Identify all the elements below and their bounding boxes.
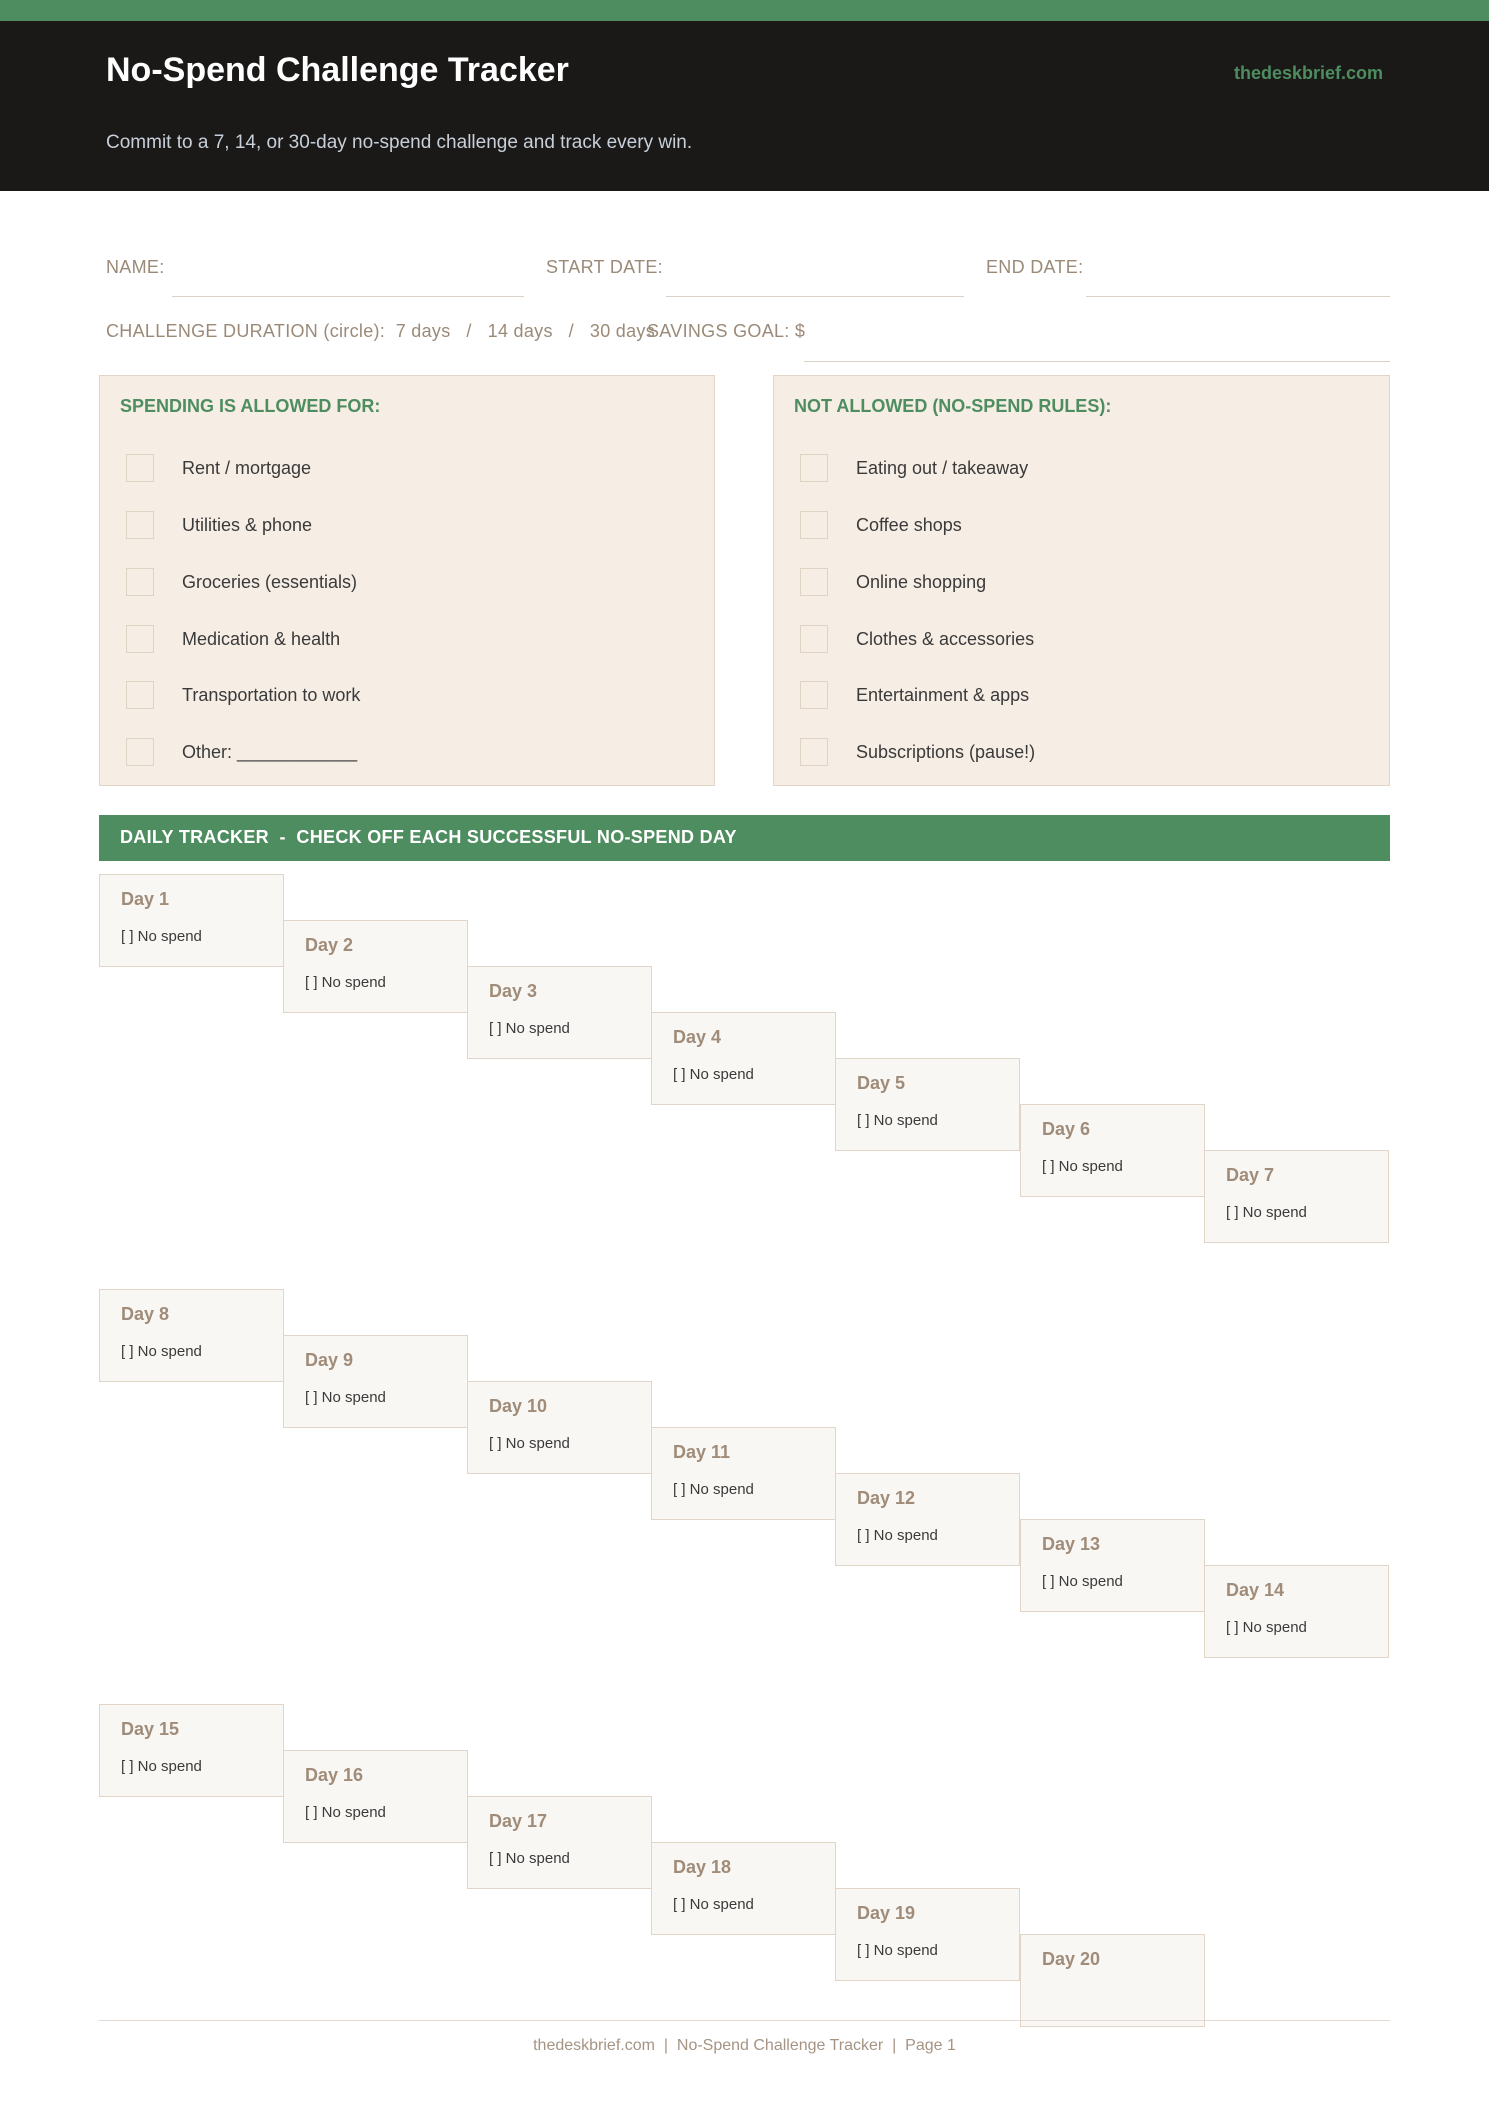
no-spend-checkbox[interactable]: [ ] No spend (1042, 1573, 1123, 1590)
allowed-item-label: Groceries (essentials) (182, 571, 358, 592)
not-allowed-item-label: Online shopping (856, 571, 987, 592)
allowed-item-label: Rent / mortgage (182, 457, 312, 478)
not-allowed-item (800, 510, 962, 540)
page-subtitle: Commit to a 7, 14, or 30-day no-spend challenge and track every win. (106, 132, 693, 153)
day-title: Day 10 (489, 1396, 548, 1416)
day-card[interactable] (835, 1058, 1020, 1151)
daily-tracker-banner (99, 815, 1390, 861)
no-spend-checkbox[interactable]: [ ] No spend (1226, 1204, 1307, 1221)
no-spend-checkbox[interactable]: [ ] No spend (305, 1389, 386, 1406)
not-allowed-item (800, 680, 1029, 710)
no-spend-checkbox[interactable]: [ ] No spend (857, 1112, 938, 1129)
day-card[interactable] (1020, 1934, 1205, 2027)
no-spend-checkbox[interactable]: [ ] No spend (305, 974, 386, 991)
footer-divider (99, 2020, 1390, 2021)
day-card[interactable] (283, 1750, 468, 1843)
checkbox[interactable] (800, 738, 828, 766)
day-title: Day 6 (1042, 1119, 1091, 1139)
no-spend-checkbox[interactable]: [ ] No spend (857, 1527, 938, 1544)
day-card[interactable] (651, 1427, 836, 1520)
day-card[interactable] (835, 1473, 1020, 1566)
checkbox[interactable] (126, 681, 154, 709)
day-title: Day 9 (305, 1350, 354, 1370)
day-title: Day 5 (857, 1073, 906, 1093)
name-field[interactable] (172, 296, 524, 297)
day-card[interactable] (1020, 1519, 1205, 1612)
checkbox[interactable] (800, 511, 828, 539)
no-spend-checkbox[interactable]: [ ] No spend (121, 928, 202, 945)
no-spend-checkbox[interactable]: [ ] No spend (673, 1066, 754, 1083)
day-card[interactable] (467, 1381, 652, 1474)
allowed-title: SPENDING IS ALLOWED FOR: (120, 396, 381, 416)
daily-tracker-title: DAILY TRACKER - CHECK OFF EACH SUCCESSFUL NO-SPEND DAY (120, 827, 737, 847)
day-title: Day 12 (857, 1488, 916, 1508)
day-title: Day 3 (489, 981, 538, 1001)
end-date-field[interactable] (1086, 296, 1390, 297)
not-allowed-item (800, 737, 1035, 767)
allowed-item (126, 624, 340, 654)
day-title: Day 1 (121, 889, 170, 909)
allowed-item (126, 453, 311, 483)
day-title: Day 15 (121, 1719, 180, 1739)
day-card[interactable] (651, 1012, 836, 1105)
day-card[interactable] (835, 1888, 1020, 1981)
day-title: Day 4 (673, 1027, 722, 1047)
allowed-item (126, 510, 312, 540)
day-card[interactable] (467, 1796, 652, 1889)
day-card[interactable] (99, 1289, 284, 1382)
checkbox[interactable] (800, 681, 828, 709)
not-allowed-item-label: Eating out / takeaway (856, 457, 1029, 478)
day-card[interactable] (99, 874, 284, 967)
not-allowed-item-label: Clothes & accessories (856, 628, 1035, 649)
not-allowed-item (800, 453, 1028, 483)
day-title: Day 7 (1226, 1165, 1275, 1185)
checkbox[interactable] (800, 625, 828, 653)
day-card[interactable] (283, 920, 468, 1013)
not-allowed-item (800, 624, 1034, 654)
end-date-label: END DATE: (986, 257, 1084, 277)
no-spend-checkbox[interactable]: [ ] No spend (857, 1942, 938, 1959)
checkbox[interactable] (126, 568, 154, 596)
day-title: Day 18 (673, 1857, 732, 1877)
day-title: Day 11 (673, 1442, 731, 1462)
not-allowed-title: NOT ALLOWED (NO-SPEND RULES): (794, 396, 1112, 416)
checkbox[interactable] (126, 511, 154, 539)
day-title: Day 20 (1042, 1949, 1101, 1969)
page-title: No-Spend Challenge Tracker (106, 51, 569, 89)
allowed-item (126, 737, 357, 767)
no-spend-checkbox[interactable]: [ ] No spend (489, 1020, 570, 1037)
day-title: Day 16 (305, 1765, 364, 1785)
checkbox[interactable] (800, 454, 828, 482)
allowed-item-label: Medication & health (182, 628, 341, 649)
page-footer: thedeskbrief.com | No-Spend Challenge Tracker | Page 1 (533, 2037, 956, 2054)
no-spend-checkbox[interactable]: [ ] No spend (489, 1850, 570, 1867)
allowed-panel (99, 375, 715, 786)
day-title: Day 13 (1042, 1534, 1101, 1554)
top-accent-stripe (0, 0, 1489, 21)
not-allowed-item (800, 567, 986, 597)
allowed-item (126, 567, 357, 597)
duration-label: CHALLENGE DURATION (circle): 7 days / 14 days / 30 days (106, 321, 656, 341)
not-allowed-item-label: Entertainment & apps (856, 684, 1030, 705)
no-spend-checkbox[interactable]: [ ] No spend (121, 1343, 202, 1360)
day-card[interactable] (1204, 1150, 1389, 1243)
start-date-field[interactable] (666, 296, 964, 297)
day-title: Day 2 (305, 935, 354, 955)
day-title: Day 14 (1226, 1580, 1285, 1600)
day-card[interactable] (1020, 1104, 1205, 1197)
day-card[interactable] (283, 1335, 468, 1428)
no-spend-checkbox[interactable]: [ ] No spend (121, 1758, 202, 1775)
start-date-label: START DATE: (546, 257, 663, 277)
allowed-item-label: Other: ____________ (182, 741, 358, 762)
no-spend-checkbox[interactable]: [ ] No spend (673, 1481, 754, 1498)
day-card[interactable] (99, 1704, 284, 1797)
brand-link[interactable]: thedeskbrief.com (1233, 63, 1383, 83)
day-title: Day 8 (121, 1304, 170, 1324)
day-card[interactable] (1204, 1565, 1389, 1658)
day-card[interactable] (651, 1842, 836, 1935)
no-spend-checkbox[interactable]: [ ] No spend (305, 1804, 386, 1821)
allowed-item (126, 680, 360, 710)
savings-goal-label: SAVINGS GOAL: $ (647, 321, 806, 341)
name-label: NAME: (106, 257, 165, 277)
no-spend-checkbox[interactable]: [ ] No spend (673, 1896, 754, 1913)
day-title: Day 17 (489, 1811, 548, 1831)
not-allowed-panel (773, 375, 1390, 786)
checkbox[interactable] (126, 738, 154, 766)
not-allowed-item-label: Coffee shops (856, 514, 962, 535)
page-header (0, 21, 1489, 191)
no-spend-checkbox[interactable]: [ ] No spend (1226, 1619, 1307, 1636)
not-allowed-item-label: Subscriptions (pause!) (856, 741, 1036, 762)
day-title: Day 19 (857, 1903, 916, 1923)
checkbox[interactable] (126, 454, 154, 482)
day-card[interactable] (467, 966, 652, 1059)
checkbox[interactable] (800, 568, 828, 596)
savings-goal-field[interactable] (804, 361, 1390, 362)
no-spend-checkbox[interactable]: [ ] No spend (489, 1435, 570, 1452)
no-spend-checkbox[interactable]: [ ] No spend (1042, 1158, 1123, 1175)
checkbox[interactable] (126, 625, 154, 653)
allowed-item-label: Utilities & phone (182, 514, 313, 535)
allowed-item-label: Transportation to work (182, 684, 361, 705)
